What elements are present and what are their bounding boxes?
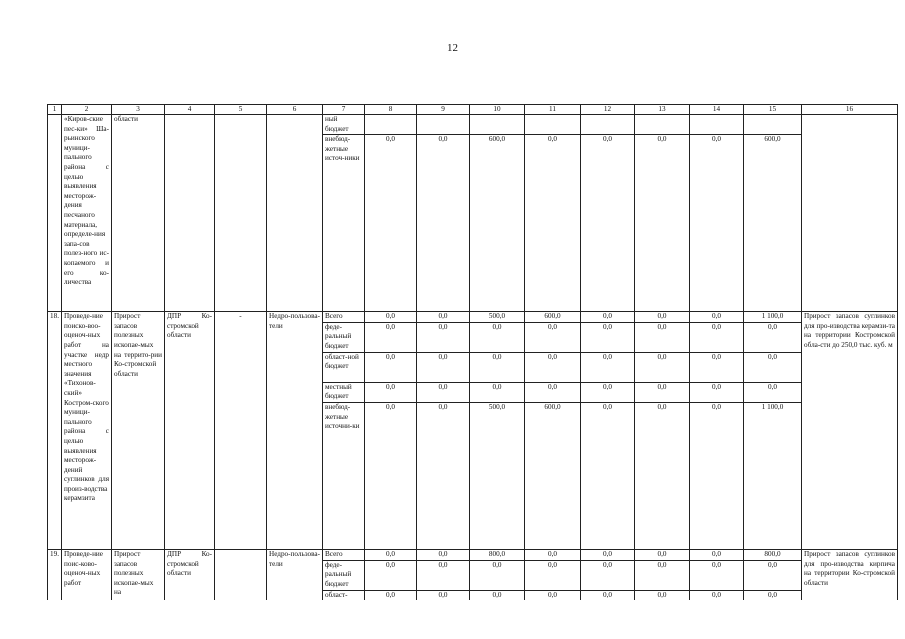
- result-cell: Прирост запасов полезных ископае-мых на: [112, 549, 165, 600]
- col-header: 11: [525, 105, 581, 115]
- participant-cell: Недро-пользова-тели: [267, 549, 323, 600]
- value-cell: 600,0: [744, 135, 802, 312]
- value-cell: [525, 115, 581, 135]
- value-cell: 600,0: [525, 402, 581, 549]
- col-header: 7: [323, 105, 365, 115]
- value-cell: -: [215, 312, 267, 550]
- value-cell: 0,0: [690, 590, 744, 600]
- col-header: 12: [581, 105, 635, 115]
- value-cell: 0,0: [525, 352, 581, 382]
- value-cell: 0,0: [690, 312, 744, 323]
- value-cell: [744, 115, 802, 135]
- value-cell: 0,0: [744, 352, 802, 382]
- value-cell: 0,0: [690, 560, 744, 590]
- row-number: 18.: [48, 312, 62, 550]
- value-cell: 0,0: [581, 590, 635, 600]
- funding-source: област-: [323, 590, 365, 600]
- value-cell: [690, 115, 744, 135]
- col-header: 14: [690, 105, 744, 115]
- value-cell: 0,0: [417, 560, 470, 590]
- value-cell: 0,0: [635, 322, 690, 352]
- funding-source: Всего: [323, 312, 365, 323]
- funding-source: внебюд-жетные источни-ки: [323, 402, 365, 549]
- value-cell: 0,0: [417, 322, 470, 352]
- value-cell: 0,0: [417, 312, 470, 323]
- value-cell: 0,0: [635, 560, 690, 590]
- value-cell: 0,0: [470, 322, 525, 352]
- value-cell: 0,0: [417, 382, 470, 402]
- value-cell: [470, 115, 525, 135]
- value-cell: 0,0: [417, 590, 470, 600]
- page-number: 12: [447, 42, 458, 54]
- result-cell: области: [112, 115, 165, 312]
- indicator-cell: Прирост запасов суглинков для про-изводства кирпича на территории Ко-стромской области: [802, 549, 898, 600]
- value-cell: 0,0: [470, 382, 525, 402]
- value-cell: 0,0: [581, 135, 635, 312]
- participant-cell: Недро-пользова-тели: [267, 312, 323, 550]
- col-header: 9: [417, 105, 470, 115]
- value-cell: 0,0: [581, 322, 635, 352]
- value-cell: 0,0: [690, 382, 744, 402]
- value-cell: 0,0: [581, 312, 635, 323]
- activity-name: Проведе-ние поиско-воо-оценоч-ных работ на участке недр местного значения «Тихонов-ский» Костром-ского муници-пального района с целью выявления месторож-дений суглинков для произ-водства керамзита: [62, 312, 112, 550]
- executor-cell: ДПР Ко-стромской области: [165, 549, 215, 600]
- value-cell: 1 100,0: [744, 402, 802, 549]
- activity-name: «Киров-ские пес-ки» Ша-рьинского муници-пального района с целью выявления месторож-дения песчаного материала, определе-ния запа-сов полез-ного ис-копаемого и его ко-личества: [62, 115, 112, 312]
- value-cell: 0,0: [525, 322, 581, 352]
- col-header: 4: [165, 105, 215, 115]
- row-number: 19.: [48, 549, 62, 600]
- col-header: 2: [62, 105, 112, 115]
- value-cell: 0,0: [417, 135, 470, 312]
- value-cell: [635, 115, 690, 135]
- header-row: [48, 105, 898, 115]
- value-cell: 0,0: [690, 322, 744, 352]
- funding-source: ный бюджет: [323, 115, 365, 135]
- value-cell: 600,0: [525, 312, 581, 323]
- value-cell: 0,0: [581, 560, 635, 590]
- value-cell: 0,0: [581, 402, 635, 549]
- value-cell: 0,0: [417, 402, 470, 549]
- value-cell: 600,0: [470, 135, 525, 312]
- value-cell: 0,0: [635, 135, 690, 312]
- value-cell: 0,0: [581, 549, 635, 560]
- value-cell: 0,0: [525, 135, 581, 312]
- funding-source: феде-ральный бюджет: [323, 560, 365, 590]
- value-cell: 0,0: [635, 549, 690, 560]
- value-cell: 800,0: [470, 549, 525, 560]
- value-cell: 0,0: [417, 352, 470, 382]
- col-header: 16: [802, 105, 898, 115]
- value-cell: 0,0: [365, 402, 417, 549]
- value-cell: [417, 115, 470, 135]
- value-cell: 0,0: [470, 590, 525, 600]
- value-cell: 0,0: [690, 352, 744, 382]
- value-cell: 0,0: [635, 352, 690, 382]
- value-cell: [581, 115, 635, 135]
- value-cell: 0,0: [525, 549, 581, 560]
- value-cell: 0,0: [365, 382, 417, 402]
- funding-source: внебюд-жетные источ-ники: [323, 135, 365, 312]
- col-header: 5: [215, 105, 267, 115]
- value-cell: 0,0: [690, 549, 744, 560]
- value-cell: 0,0: [417, 549, 470, 560]
- value-cell: 0,0: [635, 312, 690, 323]
- program-table: [47, 104, 898, 600]
- value-cell: 0,0: [581, 382, 635, 402]
- value-cell: 0,0: [635, 402, 690, 549]
- value-cell: 800,0: [744, 549, 802, 560]
- col-header: 1: [48, 105, 62, 115]
- value-cell: 0,0: [470, 352, 525, 382]
- executor-cell: ДПР Ко-стромской области: [165, 312, 215, 550]
- value-cell: 1 100,0: [744, 312, 802, 323]
- value-cell: 0,0: [635, 382, 690, 402]
- funding-source: феде-ральный бюджет: [323, 322, 365, 352]
- value-cell: 0,0: [365, 135, 417, 312]
- value-cell: 0,0: [470, 560, 525, 590]
- value-cell: 0,0: [744, 322, 802, 352]
- activity-name: Проведе-ние поис-ково-оценоч-ных работ: [62, 549, 112, 600]
- col-header: 15: [744, 105, 802, 115]
- value-cell: 0,0: [365, 322, 417, 352]
- value-cell: 500,0: [470, 402, 525, 549]
- value-cell: 0,0: [365, 312, 417, 323]
- funding-source: Всего: [323, 549, 365, 560]
- table-row: [48, 549, 898, 560]
- value-cell: 0,0: [365, 590, 417, 600]
- col-header: 8: [365, 105, 417, 115]
- col-header: 13: [635, 105, 690, 115]
- value-cell: [365, 115, 417, 135]
- value-cell: 0,0: [744, 590, 802, 600]
- col-header: 10: [470, 105, 525, 115]
- value-cell: 0,0: [635, 590, 690, 600]
- result-cell: Прирост запасов полезных ископае-мых на террито-рии Ко-стромской области: [112, 312, 165, 550]
- value-cell: 0,0: [581, 352, 635, 382]
- value-cell: 0,0: [690, 402, 744, 549]
- value-cell: 0,0: [525, 560, 581, 590]
- table-row: [48, 115, 898, 135]
- funding-source: област-ной бюджет: [323, 352, 365, 382]
- value-cell: 0,0: [525, 382, 581, 402]
- value-cell: 0,0: [690, 135, 744, 312]
- indicator-cell: Прирост запасов суглинков для про-изводства керамзи-та на территории Костромской обла-сти до 250,0 тыс. куб. м: [802, 312, 898, 550]
- table-row: [48, 312, 898, 323]
- value-cell: 500,0: [470, 312, 525, 323]
- value-cell: 0,0: [744, 560, 802, 590]
- value-cell: 0,0: [365, 560, 417, 590]
- value-cell: 0,0: [744, 382, 802, 402]
- col-header: 3: [112, 105, 165, 115]
- value-cell: 0,0: [365, 549, 417, 560]
- funding-source: местный бюджет: [323, 382, 365, 402]
- value-cell: 0,0: [365, 352, 417, 382]
- value-cell: 0,0: [525, 590, 581, 600]
- col-header: 6: [267, 105, 323, 115]
